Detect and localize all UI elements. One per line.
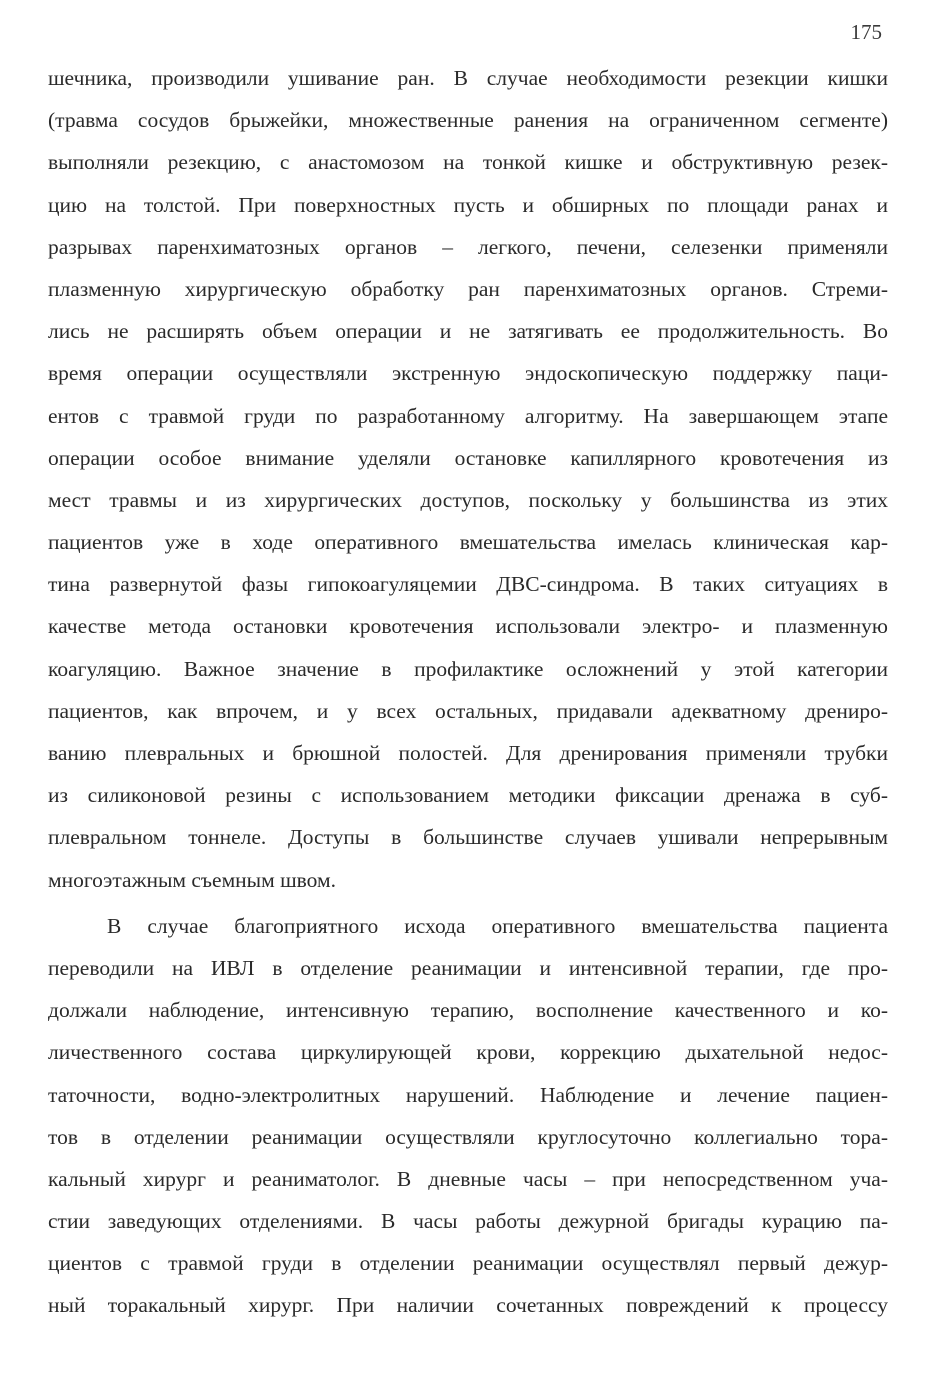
text-line: коагуляцию. Важное значение в профилактике осложнений у этой категории (48, 656, 888, 681)
document-body (48, 57, 888, 1327)
text-line: качестве метода остановки кровотечения использовали электро- и плазменную (48, 614, 888, 639)
text-line: цию на толстой. При поверхностных пусть и обширных по площади ранах и (48, 192, 888, 217)
text-line: время операции осуществляли экстренную эндоскопическую поддержку паци- (48, 361, 888, 386)
text-line: переводили на ИВЛ в отделение реанимации и интенсивной терапии, где про- (48, 955, 888, 980)
text-line: операции особое внимание уделяли остановке капиллярного кровотечения из (48, 445, 888, 470)
text-line: В случае благоприятного исхода оперативного вмешательства пациента (107, 913, 888, 938)
text-line: пациентов уже в ходе оперативного вмешательства имелась клиническая кар- (48, 530, 888, 555)
page-number: 175 (850, 20, 882, 44)
text-line: многоэтажным съемным швом. (48, 867, 336, 892)
text-line: должали наблюдение, интенсивную терапию, восполнение качественного и ко- (48, 998, 888, 1023)
text-line: (травма сосудов брыжейки, множественные ранения на ограниченном сегменте) (48, 108, 888, 133)
text-line: таточности, водно-электролитных нарушений. Наблюдение и лечение пациен- (48, 1082, 888, 1107)
text-line: плевральном тоннеле. Доступы в большинстве случаев ушивали непрерывным (48, 825, 888, 850)
text-line: разрывах паренхиматозных органов – легкого, печени, селезенки применяли (48, 234, 888, 259)
text-line: кальный хирург и реаниматолог. В дневные часы – при непосредственном уча- (48, 1166, 888, 1191)
text-line: тина развернутой фазы гипокоагуляцемии ДВС-синдрома. В таких ситуациях в (48, 572, 888, 597)
text-line: из силиконовой резины с использованием методики фиксации дренажа в суб- (48, 783, 888, 808)
text-line: плазменную хирургическую обработку ран паренхиматозных органов. Стреми- (48, 276, 888, 301)
text-line: стии заведующих отделениями. В часы работы дежурной бригады курацию па- (48, 1209, 888, 1234)
text-line: лись не расширять объем операции и не затягивать ее продолжительность. Во (48, 319, 888, 344)
paragraph-1 (48, 57, 888, 901)
text-line: выполняли резекцию, с анастомозом на тонкой кишке и обструктивную резек- (48, 150, 888, 175)
text-line: личественного состава циркулирующей крови, коррекцию дыхательной недос- (48, 1040, 888, 1065)
text-line: ный торакальный хирург. При наличии сочетанных повреждений к процессу (48, 1293, 888, 1318)
paragraph-2 (48, 905, 888, 1327)
text-line: шечника, производили ушивание ран. В случае необходимости резекции кишки (48, 66, 888, 90)
text-line: тов в отделении реанимации осуществляли круглосуточно коллегиально тора- (48, 1124, 888, 1149)
text-line: ванию плевральных и брюшной полостей. Для дренирования применяли трубки (48, 741, 888, 765)
text-line: мест травмы и из хирургических доступов, поскольку у большинства из этих (48, 487, 888, 512)
text-line: пациентов, как впрочем, и у всех остальных, придавали адекватному дрениро- (48, 698, 888, 723)
text-line: циентов с травмой груди в отделении реанимации осуществлял первый дежур- (48, 1251, 888, 1276)
text-line: ентов с травмой груди по разработанному алгоритму. На завершающем этапе (48, 403, 888, 428)
